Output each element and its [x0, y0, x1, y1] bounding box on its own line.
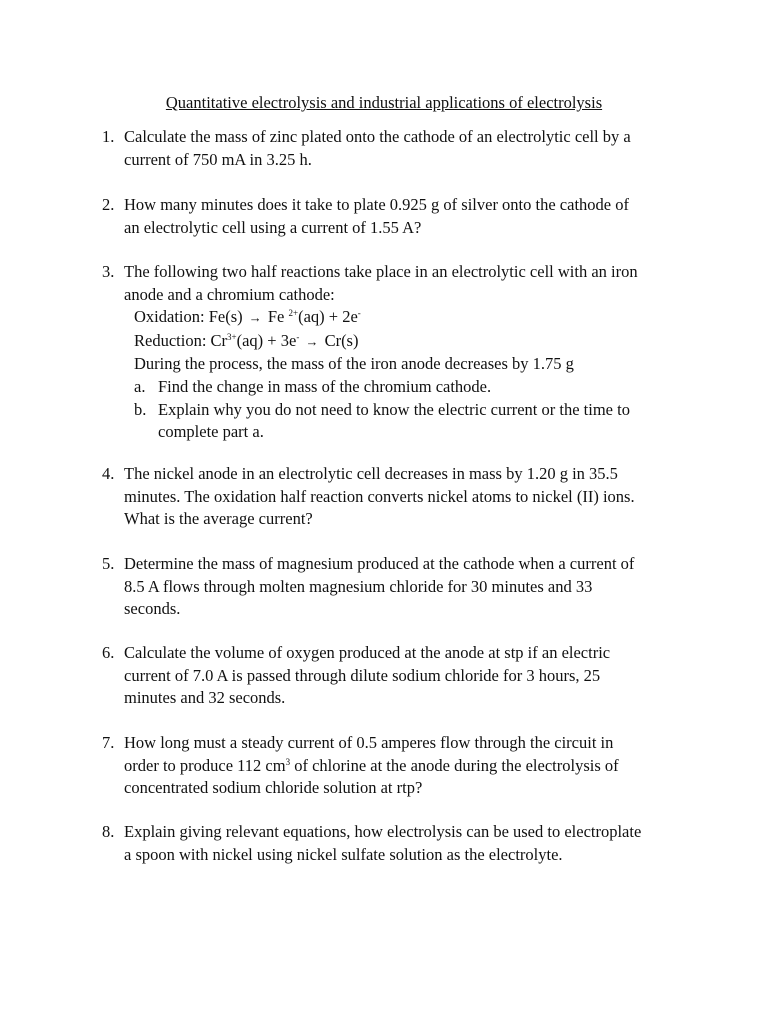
question-text-line: What is the average current?: [124, 509, 313, 529]
sub-question-b: [124, 399, 692, 444]
question-number: 4.: [102, 464, 115, 483]
question-text-line: How many minutes does it take to plate 0.925 g of silver onto the cathode of: [124, 195, 629, 214]
question-text-line: an electrolytic cell using a current of 1.55 A?: [124, 217, 422, 237]
question-text-line: Calculate the volume of oxygen produced at the anode at stp if an electric: [124, 643, 611, 662]
question-8: [102, 821, 692, 866]
sub-question-text: Explain why you do not need to know the electric current or the time to: [158, 399, 630, 419]
right-arrow-icon: →: [248, 310, 262, 326]
question-text-line: Calculate the mass of zinc plated onto the cathode of an electrolytic cell by a: [124, 127, 631, 146]
question-text-line: order to produce 112 $cm^3$ of chlorine at the anode during the electrolysis of: [124, 755, 619, 775]
question-number: 6.: [102, 643, 115, 662]
question-text-line: The following two half reactions take place in an electrolytic cell with an iron: [124, 262, 638, 281]
question-5: [102, 553, 692, 621]
question-number: 5.: [102, 554, 115, 573]
question-text-line: The nickel anode in an electrolytic cell decreases in mass by 1.20 g in 35.5: [124, 464, 618, 483]
question-text-line: Explain giving relevant equations, how electrolysis can be used to electroplate: [124, 822, 642, 841]
question-4: [102, 463, 692, 531]
question-text-line: current of 7.0 A is passed through dilute sodium chloride for 3 hours, 25: [124, 665, 601, 685]
question-text-line: anode and a chromium cathode:: [124, 284, 335, 304]
question-number: 8.: [102, 822, 115, 841]
question-text-line: seconds.: [124, 599, 181, 619]
page-title: Quantitative electrolysis and industrial applications of electrolysis: [165, 93, 603, 112]
question-text-line: 8.5 A flows through molten magnesium chloride for 30 minutes and 33: [124, 576, 593, 596]
question-number: 2.: [102, 195, 115, 214]
question-text-line: Determine the mass of magnesium produced at the cathode when a current of: [124, 554, 635, 573]
question-text-line: minutes and 32 seconds.: [124, 688, 286, 708]
question-text-line: How long must a steady current of 0.5 amperes flow through the circuit in: [124, 733, 614, 752]
oxidation-equation: Oxidation: Fe(s) → Fe $^{2+}$(aq) + 2e-: [134, 307, 361, 327]
reduction-equation: Reduction: $Cr^{3+}(aq) + 3e^- \to Cr(s)$: [134, 330, 359, 350]
process-statement: During the process, the mass of the iron anode decreases by 1.75 g: [134, 354, 574, 374]
question-1: [102, 126, 692, 171]
right-arrow-icon: →: [305, 333, 319, 349]
question-text-line: concentrated sodium chloride solution at rtp?: [124, 778, 423, 798]
question-6: [102, 642, 692, 710]
question-3: [102, 261, 692, 444]
sub-question-letter: b.: [134, 399, 147, 419]
sub-question-letter: a.: [134, 376, 146, 396]
question-number: 7.: [102, 733, 115, 752]
question-2: [102, 194, 692, 239]
question-text-line: minutes. The oxidation half reaction converts nickel atoms to nickel (II) ions.: [124, 486, 635, 506]
question-7: [102, 732, 692, 800]
sub-question-text: complete part a.: [158, 422, 264, 442]
sub-question-a: [124, 376, 692, 399]
sub-question-text: Find the change in mass of the chromium cathode.: [158, 376, 492, 396]
question-text-line: a spoon with nickel using nickel sulfate solution as the electrolyte.: [124, 844, 563, 864]
question-number: 3.: [102, 262, 115, 281]
question-text-line: current of 750 mA in 3.25 h.: [124, 149, 312, 169]
question-number: 1.: [102, 127, 115, 146]
